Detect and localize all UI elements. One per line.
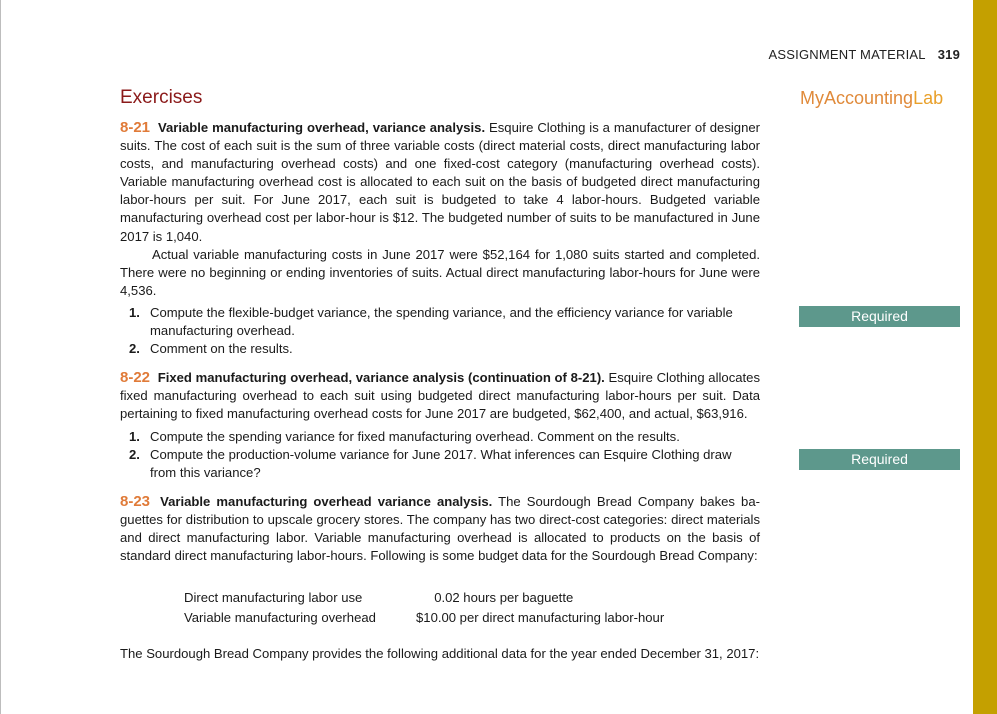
- page-edge: [0, 0, 1, 714]
- table-row: [184, 608, 664, 628]
- required-badge: Required: [799, 306, 960, 327]
- exercise-8-23: [120, 493, 760, 565]
- exercise-body: The Sourdough Bread Company bakes baguettes for distribution to upscale grocery stores. The company has two direct-cost categories: direct materials and direct manufacturing labor. Variable manufacturing overhead is allocated to products on the basis of standard direct manufacturing labor-hours. Following is some budget data for the Sourdough Bread Company:: [120, 493, 760, 564]
- exercise-8-22-questions: [120, 428, 760, 482]
- exercise-8-21: [120, 119, 760, 246]
- exercise-body: Esquire Clothing is a manufacturer of designer suits. The cost of each suit is the sum of three variable costs (direct material costs, direct manufacturing labor costs, and manufacturing overhead costs) and one fixed-cost category (manufacturing overhead costs). Variable manufacturing overhead cost is allocated to each suit on the basis of budgeted direct manufacturing labor-hours per suit. For June 2017, each suit is budgeted to take 4 labor-hours. Budgeted variable manufacturing overhead cost per labor-hour is $12. The budgeted number of suits to be manufactured in June 2017 is 1,040.: [120, 120, 760, 244]
- row-label: Direct manufacturing labor use: [184, 590, 363, 606]
- exercise-number: 8-21: [120, 119, 151, 136]
- question-item: 2. Compute the production-volume variance for June 2017. What inferences can Esquire Clothing draw from this variance?: [129, 446, 732, 480]
- exercise-number: 8-23: [120, 492, 151, 510]
- exercise-body: Esquire Clothing allocates fixed manufacturing overhead to each suit using budgeted direct manufacturing labor-hours per suit. Data pertaining to fixed manufacturing overhead costs for June 2017 are budgeted, $62,400, and actual, $63,916.: [120, 370, 760, 422]
- exercise-number: 8-22: [120, 369, 151, 387]
- required-badge: Required: [799, 449, 960, 470]
- running-head: [769, 47, 960, 62]
- question-item: 1. Compute the spending variance for fixed manufacturing overhead. Comment on the results.: [129, 428, 680, 444]
- exercise-8-21-questions: [120, 304, 760, 358]
- question-item: 1. Compute the flexible-budget variance, the spending variance, and the efficiency variance for variable manufacturing overhead.: [129, 304, 733, 339]
- exercise-title: Variable manufacturing overhead variance analysis.: [160, 493, 493, 509]
- budget-data-table: [184, 588, 664, 628]
- row-value: 0.02 hours per baguette: [416, 590, 574, 606]
- exercise-title: Fixed manufacturing overhead, variance analysis (continuation of 8-21).: [157, 370, 605, 386]
- section-title: Exercises: [120, 87, 203, 108]
- gold-edge-bar: [973, 0, 997, 714]
- table-row: [184, 588, 664, 608]
- row-label: Variable manufacturing overhead: [184, 610, 376, 626]
- brand-part1: MyAccounting: [800, 88, 914, 108]
- exercise-8-23-final: The Sourdough Bread Company provides the following additional data for the year ended December 31, 2017:: [120, 646, 760, 662]
- exercises-content: [120, 119, 760, 663]
- myaccountinglab-logo: [800, 88, 943, 109]
- exercise-title: Variable manufacturing overhead, variance analysis.: [157, 120, 486, 135]
- page-number: 319: [937, 47, 960, 62]
- exercise-8-22: [120, 369, 760, 423]
- brand-part2: Lab: [913, 88, 944, 108]
- row-value: $10.00 per direct manufacturing labor-hour: [416, 610, 665, 626]
- question-item: 2. Comment on the results.: [129, 341, 293, 357]
- running-head-label: ASSIGNMENT MATERIAL: [768, 47, 926, 62]
- exercise-8-21-para2: Actual variable manufacturing costs in June 2017 were $52,164 for 1,080 suits started and completed. There were no beginning or ending inventories of suits. Actual direct manufacturing labor-hours for June were 4,536.: [120, 246, 760, 298]
